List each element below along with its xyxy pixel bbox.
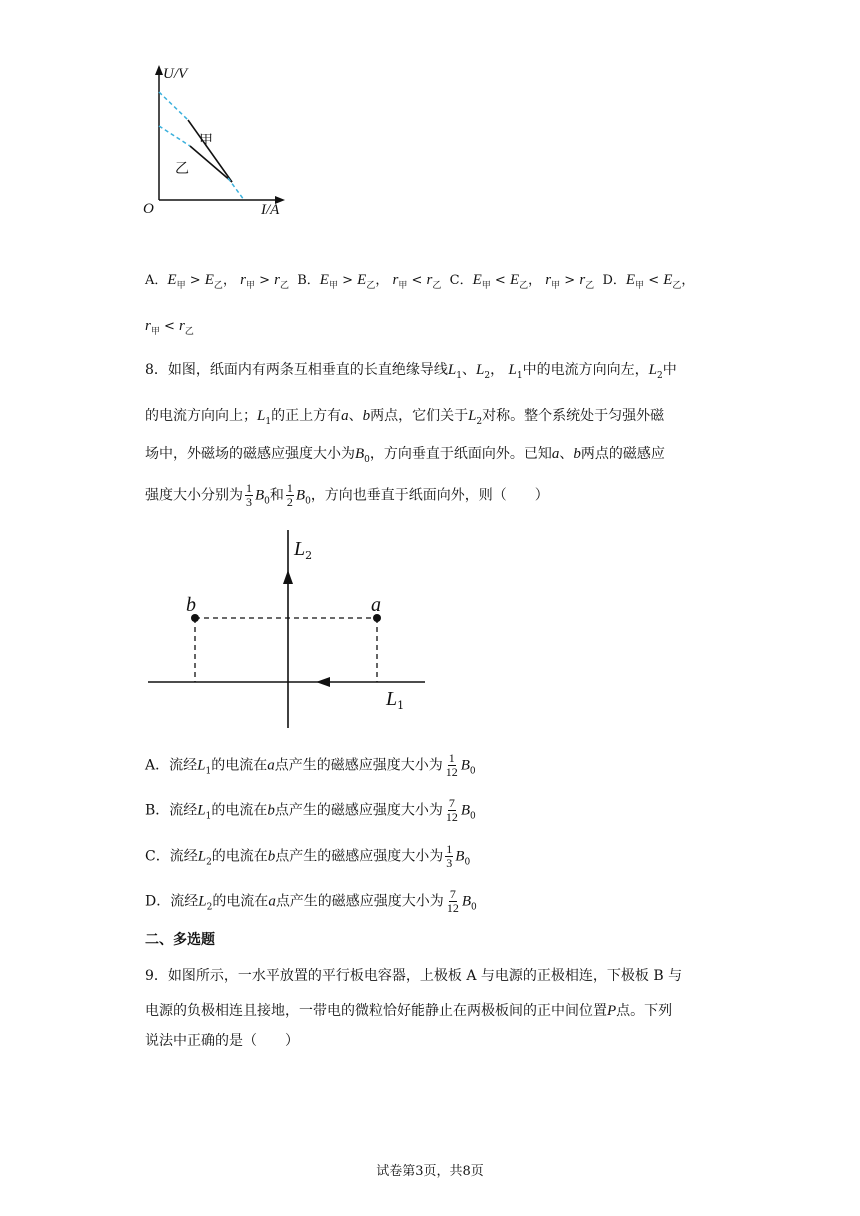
ui-graph-figure [140, 62, 300, 222]
u-axis-arrow [155, 65, 163, 75]
wire-l2-arrow [283, 570, 293, 584]
q7-option-c: C．$E_甲 < E_乙$， $r_甲 > r_乙$ [449, 272, 595, 291]
q7-options-line [145, 270, 694, 296]
q8-line-4: 强度大小分别为 $\frac{1}{3}$ $B_0$和 $\frac{1}{2}$ $B_0$，方向也垂直于纸面向外，则（ ） [145, 481, 549, 509]
q8-option-a: A．流经$L_1$的电流在a点产生的磁感应强度大小为 $\frac{1}{12}$ $B_0$ [145, 751, 476, 779]
origin-label: O [143, 201, 154, 217]
fig-label-a: a [371, 594, 381, 616]
page-footer: 试卷第3页，共8页 [376, 1164, 484, 1179]
line-jia-dashed [159, 92, 188, 120]
q8-option-b: B．流经$L_1$的电流在b点产生的磁感应强度大小为 $\frac{7}{12}$ $B_0$ [145, 796, 476, 824]
i-axis-label: I/A [261, 202, 280, 218]
q7-option-b: B．$E_甲 > E_乙$， $r_甲 < r_乙$ [297, 272, 442, 291]
wire-l1-arrow [316, 677, 330, 687]
q8-option-c: C．流经$L_2$的电流在b点产生的磁感应强度大小为 $\frac{1}{3}$ $B_0$ [145, 842, 471, 870]
u-axis-label: U/V [163, 66, 188, 82]
q8-line-1: 8．如图，纸面内有两条互相垂直的长直绝缘导线$L_1$、$L_2$， $L_1$中的电流方向向左，$L_2$中 [145, 362, 677, 381]
q9-line-2: 电源的负极相连且接地，一带电的微粒恰好能静止在两极板间的正中间位置P点。下列 [145, 1003, 673, 1019]
section-title: 二、多选题 [145, 932, 215, 948]
line-jia-label: 甲 [199, 133, 213, 149]
fig-label-l2: $L_2$ [294, 538, 313, 562]
q7-option-d: D．$E_甲 < E_乙$， [602, 272, 695, 291]
fig-label-l1: $L_1$ [386, 688, 405, 712]
line-yi-dashed [159, 126, 190, 146]
q9-line-3: 说法中正确的是（ ） [145, 1033, 299, 1049]
q7-option-a: A．$E_甲 > E_乙$， $r_甲 > r_乙$ [145, 272, 289, 291]
fig-label-b: b [186, 594, 196, 616]
q8-line-3: 场中，外磁场的磁感应强度大小为$B_0$，方向垂直于纸面向外。已知a、b两点的磁感应 [145, 446, 665, 465]
q8-option-d: D．流经$L_2$的电流在a点产生的磁感应强度大小为 $\frac{7}{12}$ $B_0$ [145, 887, 477, 915]
q9-line-1: 9．如图所示，一水平放置的平行板电容器，上极板 A 与电源的正极相连，下极板 B 与 [145, 968, 683, 984]
q7-option-d-cont: $r_甲 < r_乙$ [145, 318, 194, 337]
q8-line-2: 的电流方向向上；$L_1$的正上方有a、b两点，它们关于$L_2$对称。整个系统处于匀强外磁 [145, 408, 665, 427]
line-yi-label: 乙 [175, 161, 189, 177]
